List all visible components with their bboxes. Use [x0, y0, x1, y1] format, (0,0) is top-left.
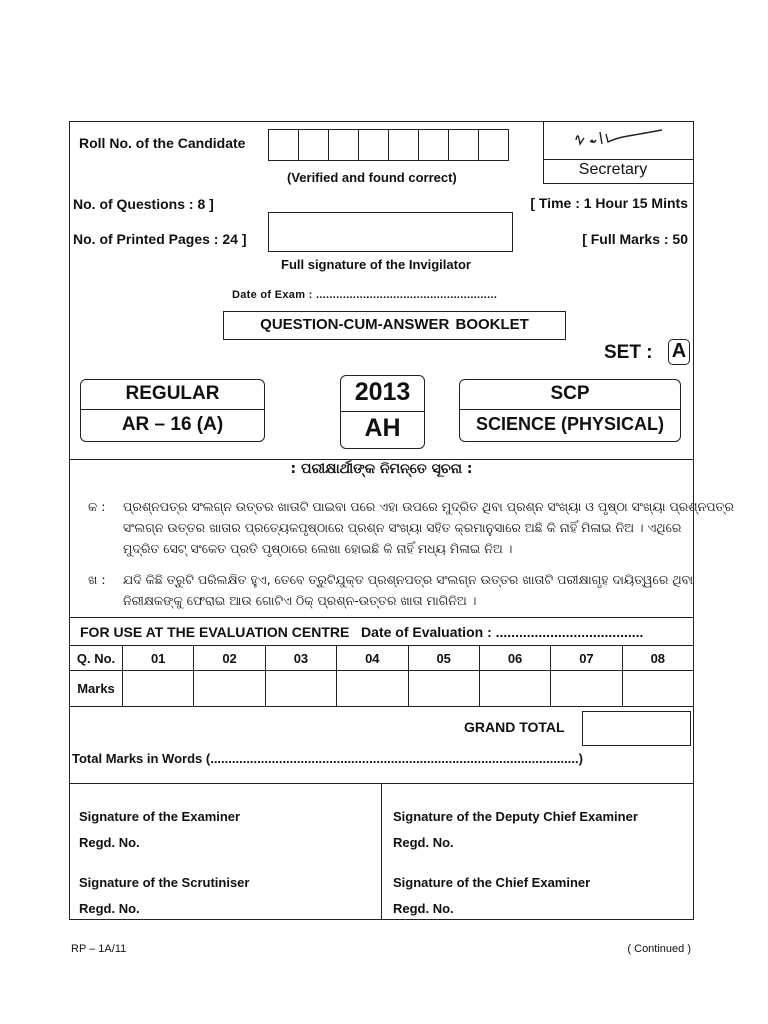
instruction-line: ଯଦି କିଛି ତ୍ରୁଟି ପରିଲକ୍ଷିତ ହୁଏ, ତେବେ ତ୍ରୁଟିଯୁକ୍ତ ପ୍ରଶ୍ନପତ୍ର ସଂଲଗ୍ନ ଉତ୍ତର ଖାତାଟି ପରୀକ୍ଷାଗୃହ ଦାୟିତ୍ୱରେ ଥିବା [123, 572, 693, 587]
examiner-signature-label: Signature of the Examiner [79, 809, 241, 824]
full-marks: [ Full Marks : 50 [582, 231, 688, 247]
booklet-title: QUESTION-CUM-ANSWER BOOKLET [260, 316, 529, 333]
divider [69, 459, 694, 460]
instruction-marker: ଖ : [88, 572, 106, 587]
instruction-line: ସଂଲଗ୍ନ ଉତ୍ତର ଖାତାର ପ୍ରତ୍ୟେକପୃଷ୍ଠାରେ ପ୍ରଶ୍ନ ସଂଖ୍ୟା ସହିତ କ୍ରମାନୁସାରେ ଅଛି କି ନାହିଁ ମିଳାଇ ନିଅ । ଏଥିରେ [123, 520, 682, 535]
roll-digit-box[interactable] [418, 129, 449, 161]
marks-cell[interactable] [123, 671, 194, 707]
grand-total-label: GRAND TOTAL [464, 719, 565, 735]
qno-cell: 08 [622, 646, 693, 671]
instruction-marker: କ : [88, 499, 106, 514]
divider [69, 617, 694, 618]
instruction-line: ମୁଦ୍ରିତ ସେଟ୍ ସଂକେତ ପ୍ରତି ପୃଷ୍ଠାରେ ଲେଖା ହୋଇଛି କି ନାହିଁ ମଧ୍ୟ ମିଳାଇ ନିଅ । [123, 541, 513, 556]
divider [381, 783, 382, 920]
deputy-chief-signature-label: Signature of the Deputy Chief Examiner [393, 809, 638, 824]
marks-cell[interactable] [337, 671, 408, 707]
subject-name: SCIENCE (PHYSICAL) [475, 414, 664, 434]
year: 2013 [354, 378, 411, 406]
regular-label: REGULAR [125, 383, 220, 404]
marks-header: Marks [70, 671, 123, 707]
scrutiniser-signature-label: Signature of the Scrutiniser [79, 875, 250, 890]
evaluation-heading [80, 624, 643, 640]
divider [459, 409, 681, 410]
ah-code: AH [364, 414, 401, 442]
qno-cell: 07 [551, 646, 622, 671]
qno-cell: 02 [194, 646, 265, 671]
instructions-heading: : ପରୀକ୍ଷାର୍ଥୀଙ୍କ ନିମନ୍ତେ ସୂଚନା : [290, 461, 473, 477]
qno-cell: 03 [265, 646, 336, 671]
roll-digit-box[interactable] [328, 129, 359, 161]
instruction-item [123, 569, 693, 611]
secretary-signature-image [570, 122, 670, 158]
evaluation-centre-label: FOR USE AT THE EVALUATION CENTRE [80, 624, 350, 640]
date-of-exam: Date of Exam : ...................................................... [232, 289, 498, 301]
marks-cell[interactable] [265, 671, 336, 707]
divider [543, 159, 694, 160]
marks-cell[interactable] [194, 671, 265, 707]
grand-total-box[interactable] [582, 711, 691, 746]
qno-header: Q. No. [70, 646, 123, 671]
exam-time: [ Time : 1 Hour 15 Mints [530, 195, 688, 211]
qno-cell: 01 [123, 646, 194, 671]
total-marks-in-words: Total Marks in Words (......................................................................................................) [72, 751, 583, 766]
marks-cell[interactable] [479, 671, 550, 707]
set-label: SET : [604, 342, 653, 363]
divider [80, 409, 265, 410]
roll-digit-box[interactable] [268, 129, 299, 161]
marks-cell[interactable] [622, 671, 693, 707]
instruction-item [123, 496, 734, 559]
marks-cell[interactable] [551, 671, 622, 707]
roll-digit-box[interactable] [478, 129, 509, 161]
deputy-chief-regd-no: Regd. No. [393, 835, 454, 850]
no-of-questions: No. of Questions : 8 ] [73, 196, 214, 212]
marks-cell[interactable] [408, 671, 479, 707]
invigilator-label: Full signature of the Invigilator [281, 257, 471, 272]
marks-table [69, 645, 694, 707]
roll-no-boxes [268, 129, 509, 161]
qno-cell: 04 [337, 646, 408, 671]
verified-text: (Verified and found correct) [287, 170, 457, 185]
scp-code: SCP [550, 383, 590, 404]
roll-digit-box[interactable] [358, 129, 389, 161]
qno-cell: 06 [479, 646, 550, 671]
set-value: A [671, 340, 687, 362]
divider [340, 411, 425, 412]
roll-no-label: Roll No. of the Candidate [79, 135, 246, 151]
instruction-line: ନିରୀକ୍ଷକଙ୍କୁ ଫେରାଇ ଆଉ ଗୋଟିଏ ଠିକ୍ ପ୍ରଶ୍ନ-ଉତ୍ତର ଖାତା ମାଗିନିଅ । [123, 593, 477, 608]
footer-continued: ( Continued ) [627, 943, 691, 955]
roll-digit-box[interactable] [388, 129, 419, 161]
set-value-box [668, 339, 690, 365]
footer-code: RP – 1A/11 [71, 943, 127, 955]
chief-regd-no: Regd. No. [393, 901, 454, 916]
roll-digit-box[interactable] [298, 129, 329, 161]
date-of-evaluation: Date of Evaluation : ...................................... [361, 624, 644, 640]
ar-code: AR – 16 (A) [121, 414, 224, 435]
chief-signature-label: Signature of the Chief Examiner [393, 875, 591, 890]
scrutiniser-regd-no: Regd. No. [79, 901, 140, 916]
no-of-printed-pages: No. of Printed Pages : 24 ] [73, 231, 247, 247]
examiner-regd-no: Regd. No. [79, 835, 140, 850]
invigilator-signature-box[interactable] [268, 212, 513, 252]
secretary-label: Secretary [578, 161, 648, 178]
instruction-line: ପ୍ରଶ୍ନପତ୍ର ସଂଲଗ୍ନ ଉତ୍ତର ଖାତାଟି ପାଇବା ପରେ ଏହା ଉପରେ ମୁଦ୍ରିତ ଥିବା ପ୍ରଶ୍ନ ସଂଖ୍ୟା ଓ ପୃଷ୍ଠା ସଂଖ୍ୟା ପ୍ରଶ୍ନପତ୍ର [123, 499, 734, 514]
roll-digit-box[interactable] [448, 129, 479, 161]
qno-cell: 05 [408, 646, 479, 671]
